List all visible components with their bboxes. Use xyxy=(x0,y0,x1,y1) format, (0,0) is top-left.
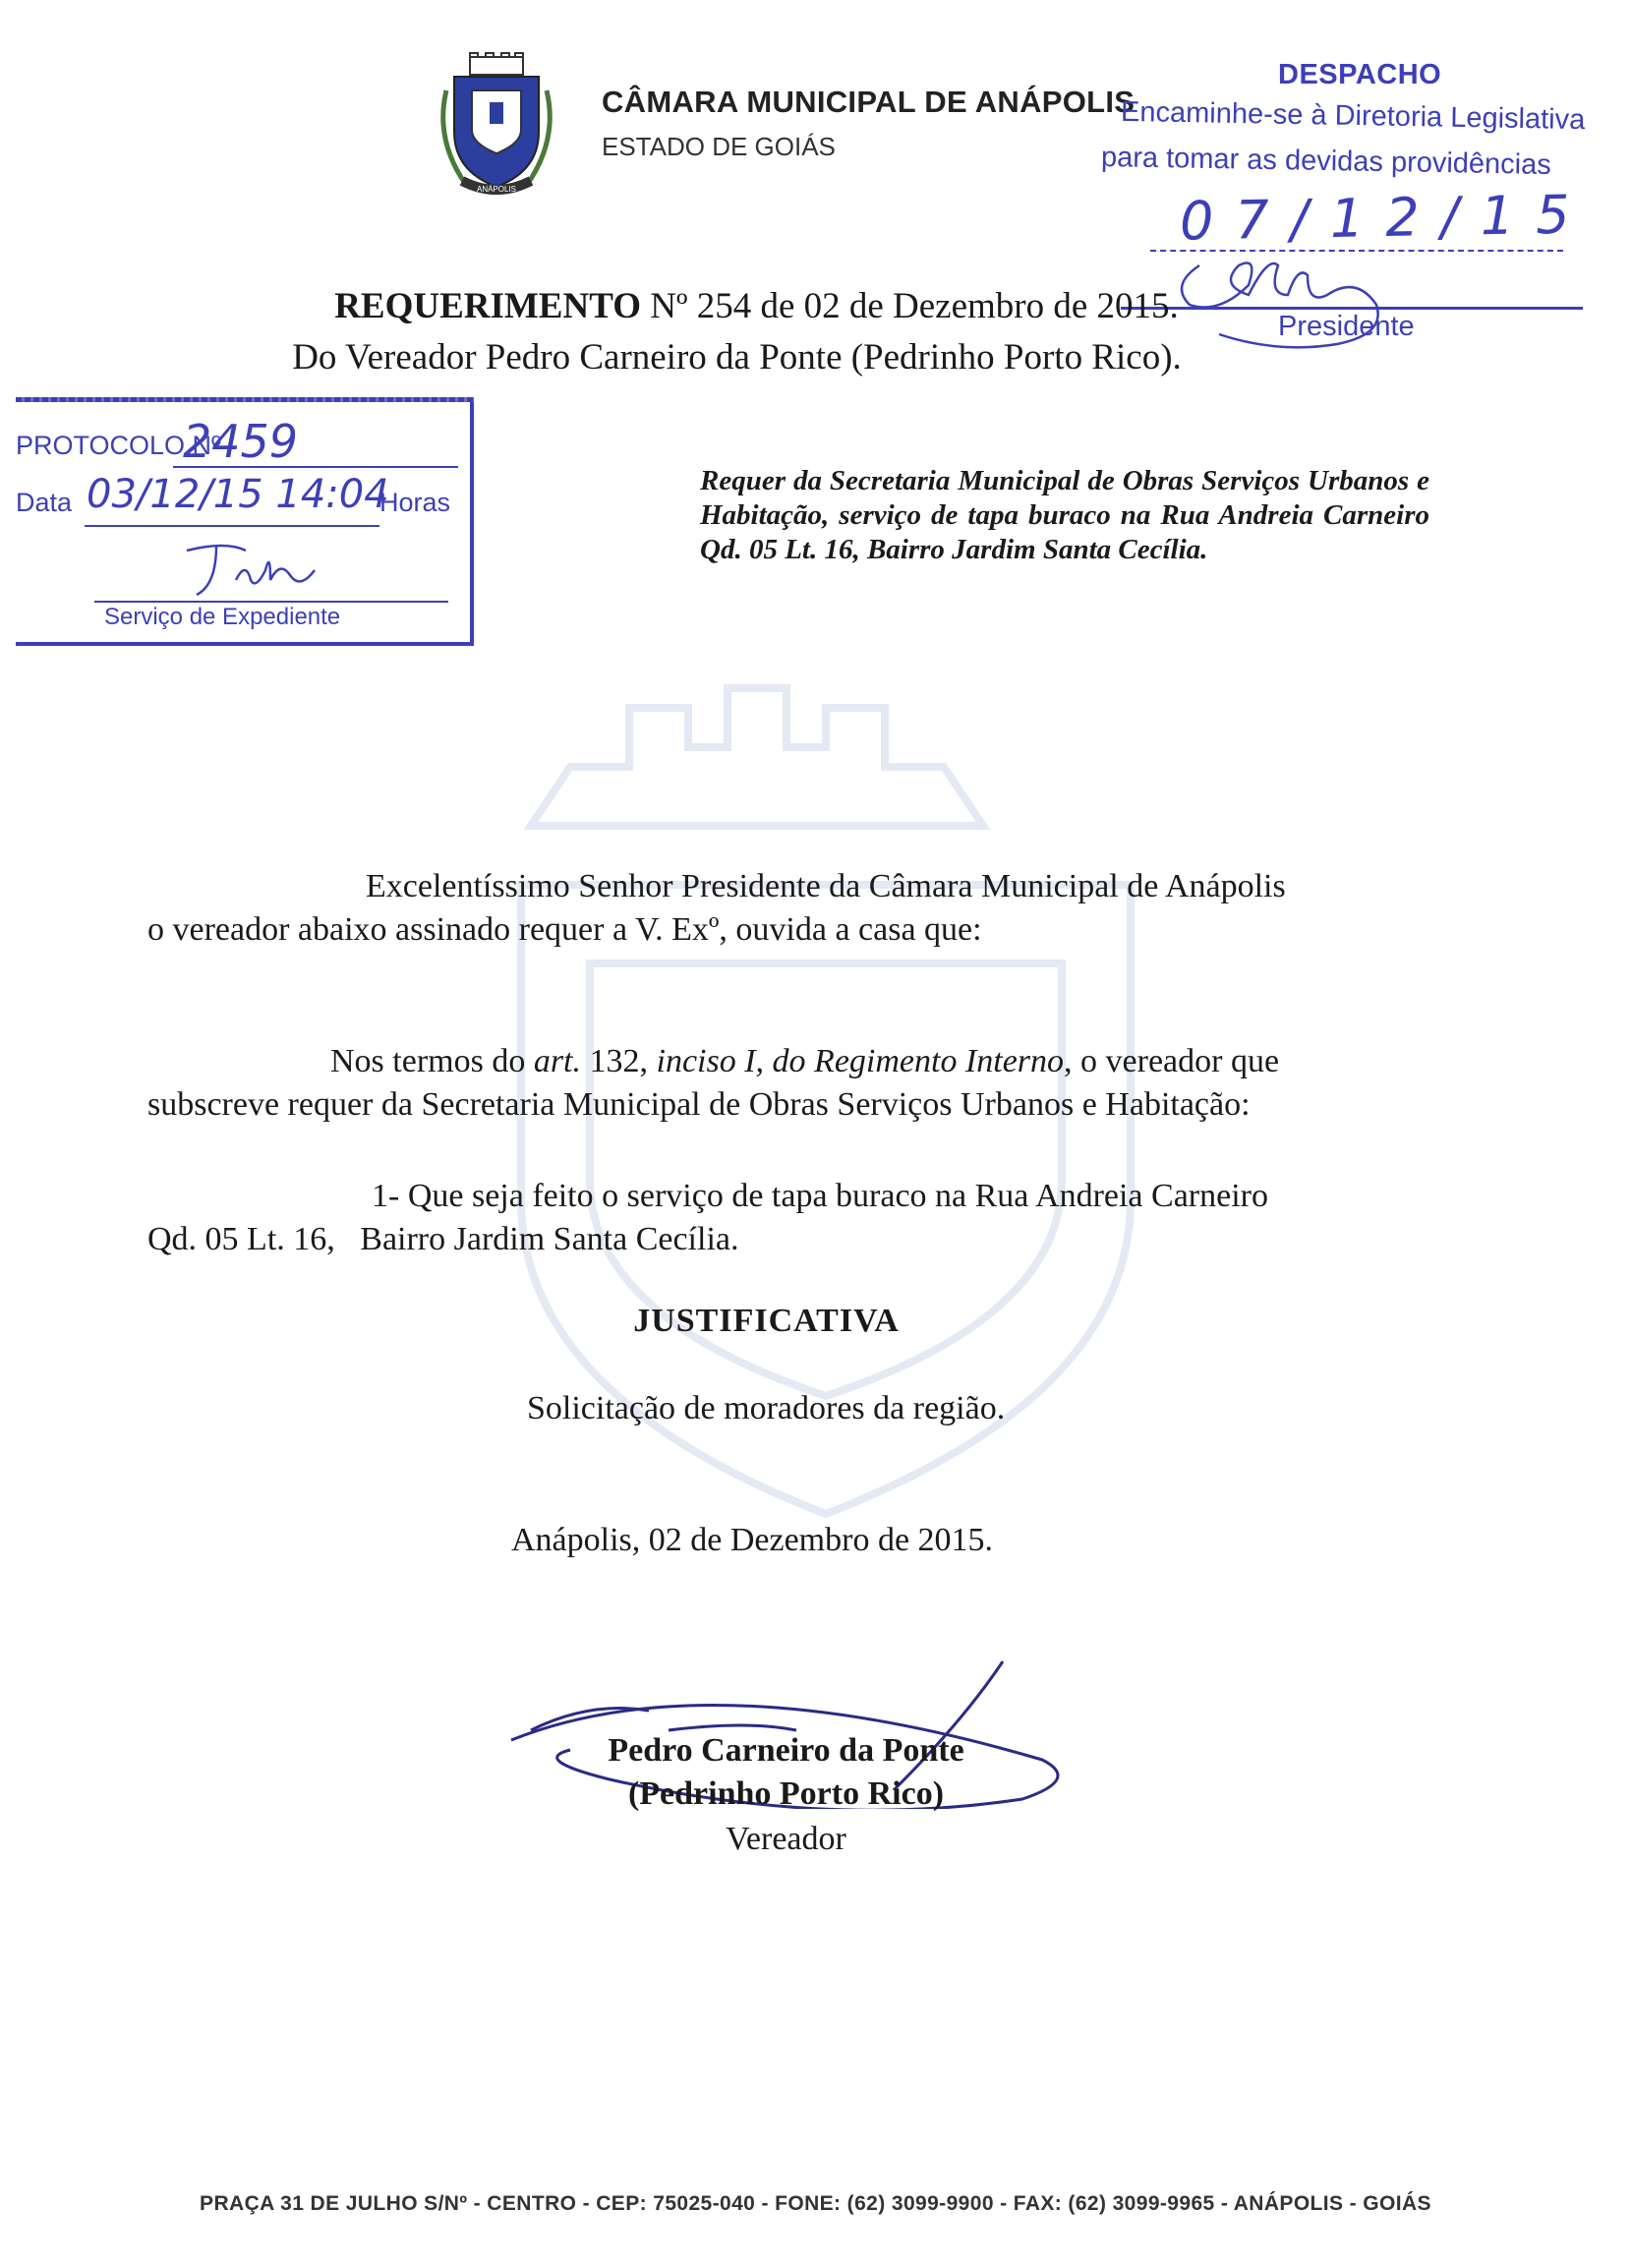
institution-name: CÂMARA MUNICIPAL DE ANÁPOLIS xyxy=(602,85,1136,119)
salutation-line-1: Excelentíssimo Senhor Presidente da Câmara Municipal de Anápolis xyxy=(366,868,1286,904)
requerimento-label: REQUERIMENTO xyxy=(334,286,641,326)
ementa-summary: Requer da Secretaria Municipal de Obras Serviços Urbanos e Habitação, serviço de tapa buraco na Rua Andreia Carneiro Qd. 05 Lt. 16, Bairro Jardim Santa Cecília. xyxy=(700,465,1429,565)
municipal-crest-logo xyxy=(433,51,560,208)
request-item-1-line-2: Qd. 05 Lt. 16, Bairro Jardim Santa Cecília. xyxy=(147,1221,739,1257)
state-name: ESTADO DE GOIÁS xyxy=(602,132,836,161)
protocolo-date-label: Data xyxy=(16,488,73,517)
request-item-1-line-1: 1- Que seja feito o serviço de tapa buraco na Rua Andreia Carneiro xyxy=(372,1178,1268,1214)
justification-text: Solicitação de moradores da região. xyxy=(527,1390,1006,1426)
salutation xyxy=(147,865,1426,952)
protocolo-number: 2459 xyxy=(183,415,299,468)
justification-heading: JUSTIFICATIVA xyxy=(633,1303,900,1339)
requerimento-author: Do Vereador Pedro Carneiro da Ponte (Pedrinho Porto Rico). xyxy=(292,337,1182,378)
protocolo-hours-label: Horas xyxy=(379,488,451,517)
despacho-signer-role: Presidente xyxy=(1278,311,1415,342)
requerimento-number-date: Nº 254 de 02 de Dezembro de 2015. xyxy=(650,286,1179,326)
address-footer: PRAÇA 31 DE JULHO S/Nº - CENTRO - CEP: 75025-040 - FONE: (62) 3099-9900 - FAX: (62) 3099-9965 - ANÁPOLIS - GOIÁS xyxy=(200,2192,1431,2215)
protocolo-department: Serviço de Expediente xyxy=(104,604,341,630)
place-and-date: Anápolis, 02 de Dezembro de 2015. xyxy=(511,1522,994,1558)
protocolo-signature xyxy=(177,531,374,610)
protocolo-time: 14:04 xyxy=(275,472,389,517)
salutation-line-2: o vereador abaixo assinado requer a V. Exº, ouvida a casa que: xyxy=(147,911,982,948)
legal-basis-line-1: Nos termos do art. 132, inciso I, do Regimento Interno, o vereador que xyxy=(330,1043,1280,1079)
protocolo-number-label: PROTOCOLO Nº xyxy=(16,431,221,460)
signer-name: Pedro Carneiro da Ponte xyxy=(608,1732,964,1769)
protocolo-date: 03/12/15 xyxy=(87,472,263,517)
despacho-title: DESPACHO xyxy=(1278,59,1442,90)
despacho-date: 07/12/15 xyxy=(1179,183,1593,253)
signer-role: Vereador xyxy=(726,1821,846,1857)
requerimento-title xyxy=(0,285,1631,327)
request-item-1 xyxy=(147,1175,1426,1261)
crest-label: ANÁPOLIS xyxy=(476,185,517,194)
signer-nickname: (Pedrinho Porto Rico) xyxy=(627,1775,945,1812)
protocolo-date-time xyxy=(87,472,389,517)
legal-basis-line-2: subscreve requer da Secretaria Municipal de Obras Serviços Urbanos e Habitação: xyxy=(147,1086,1251,1123)
legal-basis-paragraph xyxy=(147,1040,1426,1127)
despacho-line-1: Encaminhe-se à Diretoria Legislativa xyxy=(1120,95,1586,137)
despacho-line-2: para tomar as devidas providências xyxy=(1100,142,1552,181)
